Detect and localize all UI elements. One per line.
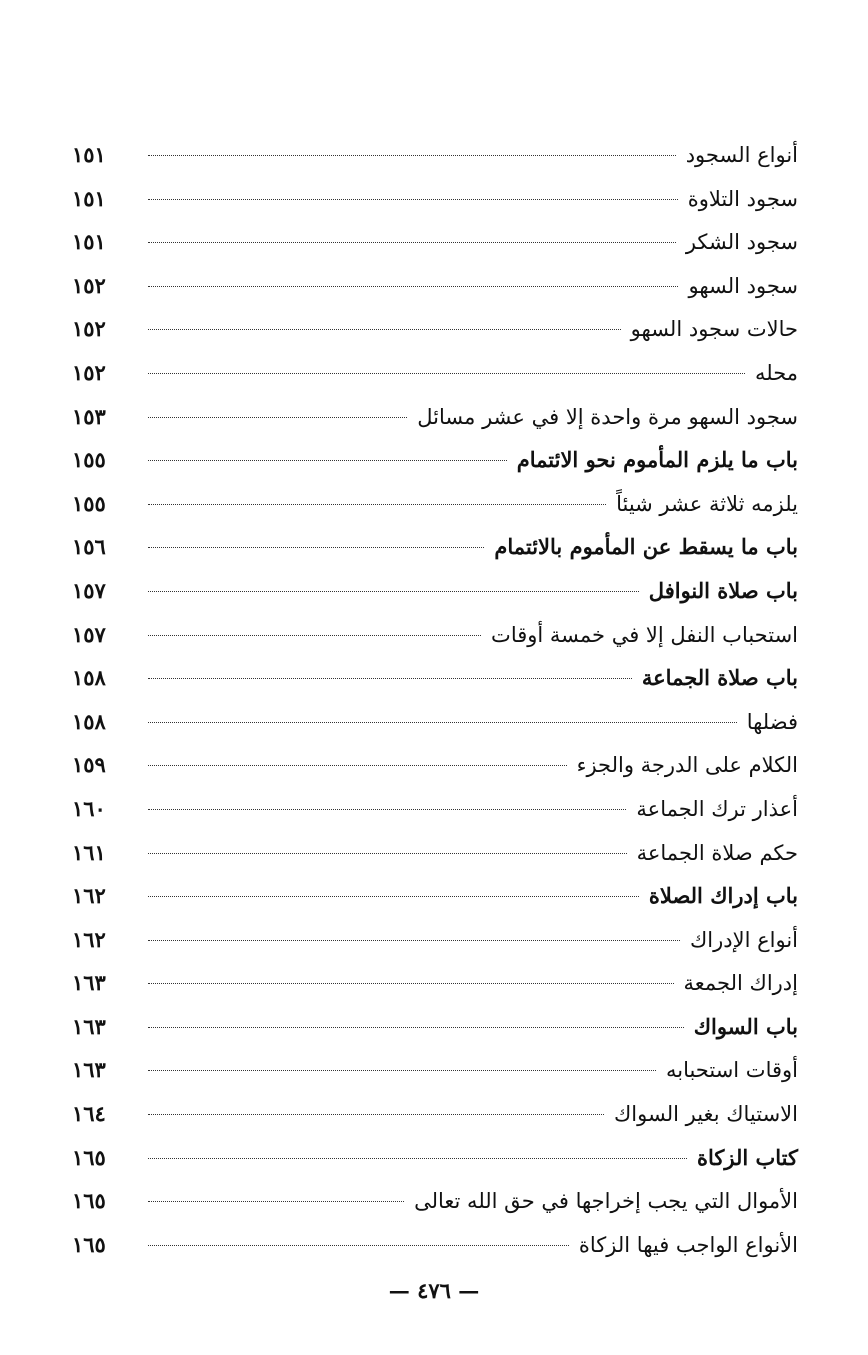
- toc-page-number: ١٥١: [72, 229, 106, 255]
- toc-entry: [72, 787, 798, 831]
- toc-entry-title: أنواع السجود: [685, 143, 798, 167]
- toc-entry: [72, 613, 798, 657]
- toc-page-number: ١٥٧: [72, 621, 106, 647]
- toc-page-number: ١٦٢: [72, 883, 106, 909]
- toc-page-number: ١٦٢: [72, 926, 106, 952]
- toc-page-number: ١٦٥: [72, 1188, 106, 1214]
- dot-leader: [148, 765, 567, 766]
- toc-entry: [72, 569, 798, 613]
- dot-leader: [148, 1158, 687, 1159]
- dot-leader: [148, 678, 632, 679]
- toc-entry-title: الاستياك بغير السواك: [614, 1102, 798, 1127]
- toc-entry-title: محله: [754, 360, 798, 385]
- toc-entry-title: أنواع الإدراك: [689, 927, 798, 952]
- toc-page-number: ١٦٣: [72, 970, 106, 996]
- dot-leader: [148, 635, 481, 636]
- toc-entry: [72, 743, 798, 787]
- toc-section-heading: باب ما يسقط عن المأموم بالائتمام: [494, 534, 798, 560]
- toc-entry: [72, 307, 798, 351]
- toc-entry-title: يلزمه ثلاثة عشر شيئاً: [616, 491, 798, 516]
- toc-entry: [72, 395, 798, 439]
- toc-entry-title: الكلام على الدرجة والجزء: [576, 753, 798, 778]
- dot-leader: [148, 983, 674, 984]
- toc-entry-title: حالات سجود السهو: [630, 317, 798, 342]
- toc-entry: [72, 133, 798, 177]
- toc-entry: [72, 264, 798, 308]
- toc-page-number: ١٦١: [72, 839, 106, 865]
- dot-leader: [148, 1201, 404, 1202]
- toc-page-number: ١٦٣: [72, 1013, 106, 1039]
- toc-section-heading: كتاب الزكاة: [696, 1144, 798, 1170]
- dot-leader: [148, 722, 737, 723]
- toc-entry-title: سجود التلاوة: [687, 186, 798, 211]
- toc-entry: [72, 831, 798, 875]
- toc-entry-title: سجود الشكر: [685, 230, 798, 255]
- toc-section-heading: باب السواك: [693, 1013, 798, 1039]
- dot-leader: [148, 373, 745, 374]
- toc-section-heading: باب إدراك الصلاة: [648, 883, 798, 909]
- toc-entry: [72, 1048, 798, 1092]
- toc-entry: [72, 438, 798, 482]
- dot-leader: [148, 155, 676, 156]
- toc-page-number: ١٦٠: [72, 795, 106, 821]
- toc-entry-title: استحباب النفل إلا في خمسة أوقات: [491, 622, 798, 647]
- toc-page-number: ١٥٣: [72, 403, 106, 429]
- toc-section-heading: باب ما يلزم المأموم نحو الائتمام: [516, 447, 798, 473]
- toc-page-number: ١٥٨: [72, 708, 106, 734]
- dot-leader: [148, 504, 606, 505]
- toc-entry-title: حكم صلاة الجماعة: [636, 840, 798, 865]
- toc-page-number: ١٥٢: [72, 359, 106, 385]
- toc-page-number: ١٥٢: [72, 316, 106, 342]
- toc-entry: [72, 525, 798, 569]
- dot-leader: [148, 460, 507, 461]
- toc-page-number: ١٥٨: [72, 665, 106, 691]
- toc-entry-title: سجود السهو: [688, 273, 798, 298]
- toc-entry-title: إدراك الجمعة: [683, 971, 798, 996]
- toc-section-heading: باب صلاة الجماعة: [641, 665, 798, 691]
- dot-leader: [148, 1114, 604, 1115]
- toc-entry: [72, 482, 798, 526]
- dot-leader: [148, 853, 627, 854]
- toc-entry: [72, 1092, 798, 1136]
- toc-page-number: ١٦٣: [72, 1057, 106, 1083]
- dot-leader: [148, 329, 621, 330]
- toc-page-number: ١٥٥: [72, 447, 106, 473]
- toc-entry-title: الأموال التي يجب إخراجها في حق الله تعالى: [414, 1189, 798, 1214]
- toc-page-number: ١٥٧: [72, 577, 106, 603]
- toc-page-number: ١٥١: [72, 185, 106, 211]
- toc-entry: [72, 700, 798, 744]
- dot-leader: [148, 896, 639, 897]
- toc-entry-title: فضلها: [746, 709, 798, 734]
- dot-leader: [148, 547, 484, 548]
- toc-entry: [72, 656, 798, 700]
- dot-leader: [148, 199, 678, 200]
- toc-page-number: ١٦٥: [72, 1144, 106, 1170]
- dot-leader: [148, 591, 639, 592]
- dot-leader: [148, 809, 626, 810]
- toc-entry: [72, 918, 798, 962]
- toc-section-heading: باب صلاة النوافل: [648, 577, 798, 603]
- toc-entry-title: سجود السهو مرة واحدة إلا في عشر مسائل: [417, 404, 798, 429]
- toc-entry: [72, 1005, 798, 1049]
- dot-leader: [148, 242, 676, 243]
- dot-leader: [148, 1245, 569, 1246]
- toc-entry: [72, 874, 798, 918]
- dot-leader: [148, 286, 678, 287]
- toc-entry: [72, 961, 798, 1005]
- dot-leader: [148, 1027, 684, 1028]
- toc-page-number: ١٥٥: [72, 490, 106, 516]
- table-of-contents: [72, 133, 798, 1266]
- dot-leader: [148, 1070, 656, 1071]
- toc-entry: [72, 1179, 798, 1223]
- toc-entry: [72, 1136, 798, 1180]
- toc-page-number: ١٥٦: [72, 534, 106, 560]
- toc-entry: [72, 351, 798, 395]
- toc-page-number: ١٥٩: [72, 752, 106, 778]
- toc-page-number: ١٥٢: [72, 272, 106, 298]
- toc-entry-title: أعذار ترك الجماعة: [636, 796, 798, 821]
- page-footer-number: — ٤٧٦ —: [388, 1278, 480, 1303]
- toc-entry: [72, 220, 798, 264]
- toc-entry: [72, 177, 798, 221]
- toc-entry: [72, 1223, 798, 1267]
- dot-leader: [148, 417, 407, 418]
- toc-entry-title: أوقات استحبابه: [665, 1058, 798, 1083]
- toc-entry-title: الأنواع الواجب فيها الزكاة: [578, 1232, 798, 1257]
- toc-page-number: ١٦٤: [72, 1101, 106, 1127]
- toc-page-number: ١٥١: [72, 142, 106, 167]
- toc-page-number: ١٦٥: [72, 1231, 106, 1257]
- dot-leader: [148, 940, 680, 941]
